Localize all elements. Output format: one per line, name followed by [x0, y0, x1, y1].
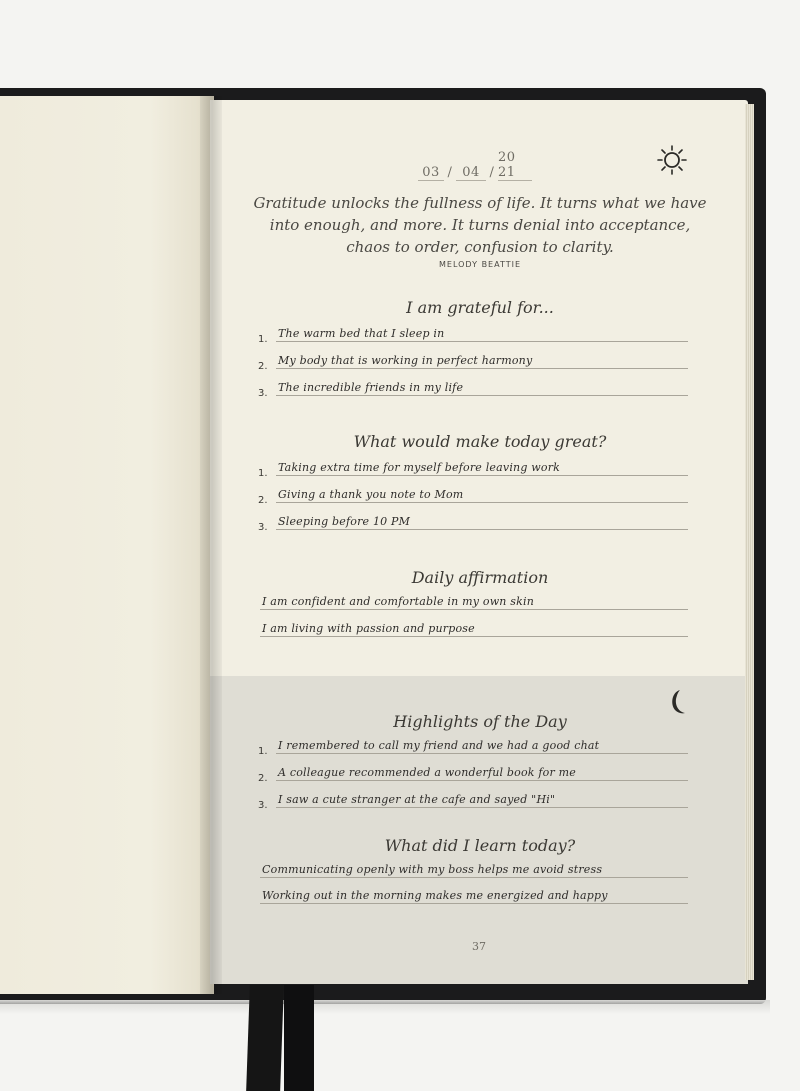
- handwritten-text: The warm bed that I sleep in: [278, 327, 445, 340]
- today-great-entry-2[interactable]: [258, 481, 688, 506]
- writing-line: [260, 877, 688, 878]
- right-page: [210, 100, 748, 984]
- date-separator: /: [489, 165, 495, 180]
- learned-entry-2[interactable]: [260, 882, 688, 904]
- handwritten-text: I am living with passion and purpose: [262, 622, 475, 635]
- writing-line: [276, 368, 688, 369]
- handwritten-text: Taking extra time for myself before leaving work: [278, 461, 561, 474]
- date-field: [418, 150, 538, 181]
- left-page: [0, 96, 214, 994]
- handwritten-text: The incredible friends in my life: [278, 381, 464, 394]
- highlights-entry-2[interactable]: [258, 759, 688, 784]
- today-great-entry-3[interactable]: [258, 508, 688, 533]
- grateful-entry-1[interactable]: [258, 320, 688, 345]
- ribbon-bookmark-left: [246, 985, 284, 1091]
- handwritten-text: I am confident and comfortable in my own skin: [262, 595, 535, 608]
- writing-line: [276, 475, 688, 476]
- today-great-entry-1[interactable]: [258, 454, 688, 479]
- date-year-suffix: 21: [498, 165, 516, 180]
- book-shadow: [0, 1000, 770, 1014]
- writing-line: [276, 529, 688, 530]
- date-month: 04: [456, 165, 486, 181]
- date-day: 03: [418, 165, 444, 181]
- writing-line: [276, 502, 688, 503]
- handwritten-text: I remembered to call my friend and we had a good chat: [278, 739, 600, 752]
- page-edges: [745, 104, 754, 980]
- writing-line: [276, 395, 688, 396]
- writing-line: [260, 636, 688, 637]
- entry-number: 3.: [258, 800, 268, 811]
- book-gutter: [200, 96, 222, 994]
- highlights-entry-1[interactable]: [258, 732, 688, 757]
- grateful-heading: I am grateful for...: [406, 298, 554, 317]
- highlights-heading: Highlights of the Day: [393, 712, 567, 731]
- grateful-entry-2[interactable]: [258, 347, 688, 372]
- affirmation-entry-2[interactable]: [260, 615, 688, 637]
- writing-line: [276, 780, 688, 781]
- entry-number: 3.: [258, 388, 268, 399]
- writing-line: [260, 903, 688, 904]
- quote-author: MELODY BEATTIE: [438, 260, 522, 269]
- today-great-heading: What would make today great?: [353, 432, 607, 451]
- handwritten-text: I saw a cute stranger at the cafe and sayed "Hi": [278, 793, 556, 806]
- handwritten-text: Communicating openly with my boss helps me avoid stress: [262, 863, 603, 876]
- highlights-entry-3[interactable]: [258, 786, 688, 811]
- quote-text: Gratitude unlocks the fullness of life. It turns what we have into enough, and more. It turns denial into acceptance, chaos to order, confusion to clarity.: [253, 194, 707, 256]
- handwritten-text: Working out in the morning makes me energized and happy: [262, 889, 608, 902]
- entry-number: 2.: [258, 495, 268, 506]
- handwritten-text: My body that is working in perfect harmony: [278, 354, 533, 367]
- entry-number: 1.: [258, 746, 268, 757]
- learned-entry-1[interactable]: [260, 856, 688, 878]
- affirmation-entry-1[interactable]: [260, 588, 688, 610]
- writing-line: [276, 807, 688, 808]
- entry-number: 2.: [258, 361, 268, 372]
- entry-number: 3.: [258, 522, 268, 533]
- writing-line: [260, 609, 688, 610]
- handwritten-text: Sleeping before 10 PM: [278, 515, 411, 528]
- handwritten-text: A colleague recommended a wonderful book for me: [278, 766, 576, 779]
- date-year-prefix: 20: [498, 150, 516, 165]
- learned-heading: What did I learn today?: [384, 836, 576, 855]
- ribbon-bookmark-right: [284, 985, 314, 1091]
- handwritten-text: Giving a thank you note to Mom: [278, 488, 464, 501]
- affirmation-heading: Daily affirmation: [411, 568, 549, 587]
- date-separator: /: [447, 165, 453, 180]
- date-year: [498, 150, 532, 181]
- entry-number: 1.: [258, 334, 268, 345]
- entry-number: 1.: [258, 468, 268, 479]
- page-number: 37: [472, 940, 486, 953]
- sun-icon: [656, 144, 688, 176]
- entry-number: 2.: [258, 773, 268, 784]
- writing-line: [276, 341, 688, 342]
- writing-line: [276, 753, 688, 754]
- grateful-entry-3[interactable]: [258, 374, 688, 399]
